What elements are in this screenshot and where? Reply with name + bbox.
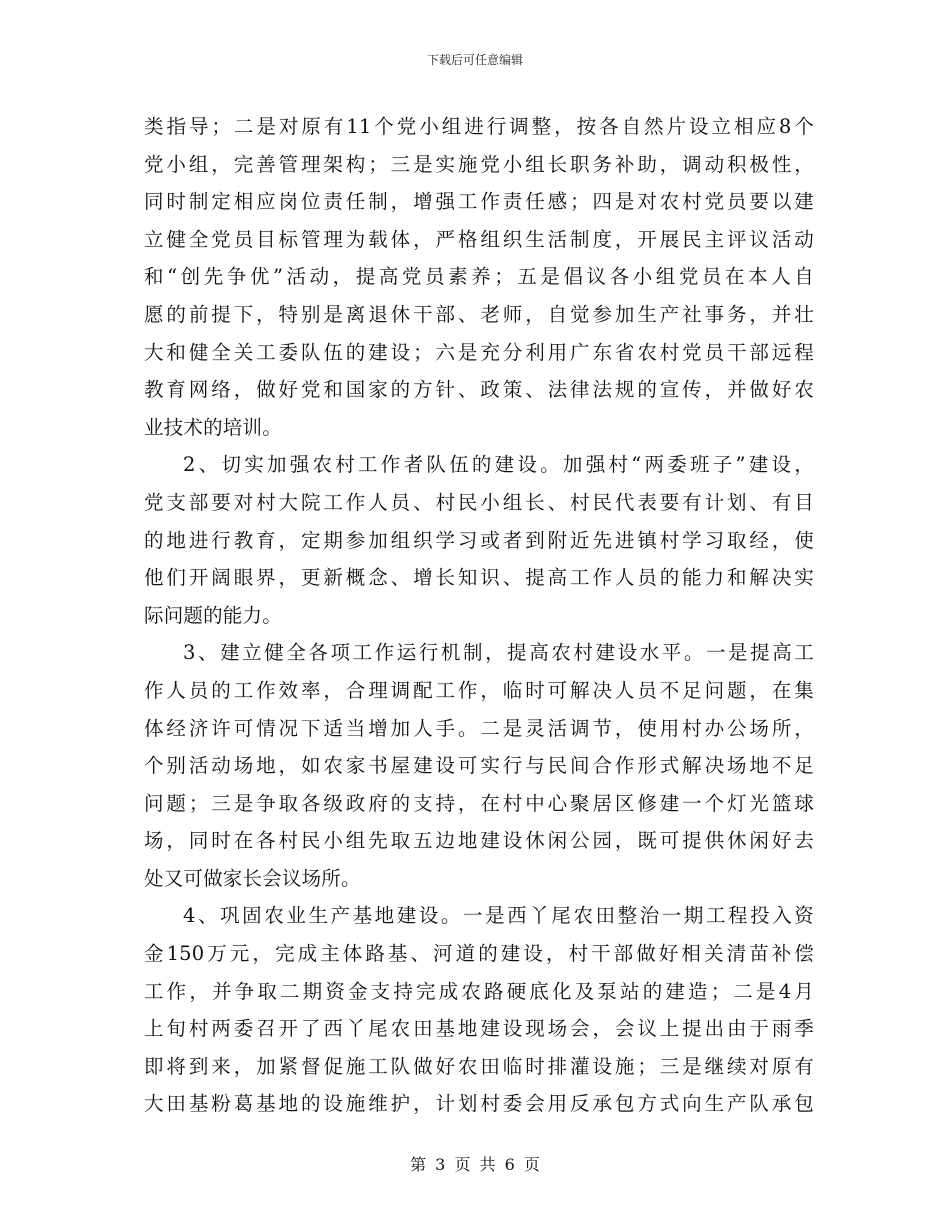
text-line: 作人员的工作效率，合理调配工作，临时可解决人员不足问题，在集 [144, 678, 814, 702]
text-line: 和“创先争优”活动，提高党员素养；五是倡议各小组党员在本人自 [144, 265, 814, 289]
text-line: 大田基粉葛基地的设施维护，计划村委会用反承包方式向生产队承包 [144, 1092, 814, 1116]
text-line: 类指导；二是对原有11个党小组进行调整，按各自然片设立相应8个 [144, 115, 814, 138]
text-line: 即将到来，加紧督促施工队做好农田临时排灌设施；三是继续对原有 [144, 1054, 814, 1078]
text-line: 业技术的培训。 [144, 415, 282, 439]
text-line: 愿的前提下，特别是离退休干部、老师，自觉参加生产社事务，并壮 [144, 302, 814, 326]
text-line: 2、切实加强农村工作者队伍的建设。加强村“两委班子”建设， [183, 453, 814, 477]
text-line: 党小组，完善管理架构；三是实施党小组长职务补助，调动积极性， [144, 152, 814, 176]
text-line: 工作，并争取二期资金支持完成农路硬底化及泵站的建造；二是4月 [144, 979, 814, 1003]
text-line: 个别活动场地，如农家书屋建设可实行与民间合作形式解决场地不足 [144, 754, 814, 778]
text-line: 他们开阔眼界，更新概念、增长知识、提高工作人员的能力和解决实 [144, 566, 814, 590]
text-line: 际问题的能力。 [144, 603, 282, 627]
text-line: 问题；三是争取各级政府的支持，在村中心聚居区修建一个灯光篮球 [144, 791, 814, 815]
text-line: 教育网络，做好党和国家的方针、政策、法律法规的宣传，并做好农 [144, 378, 814, 402]
text-line: 大和健全关工委队伍的建设；六是充分利用广东省农村党员干部远程 [144, 340, 814, 364]
text-line: 4、巩固农业生产基地建设。一是西丫尾农田整治一期工程投入资 [183, 904, 814, 928]
document-body [144, 108, 814, 1123]
page-header: 下载后可任意编辑 [426, 53, 523, 67]
text-line: 同时制定相应岗位责任制，增强工作责任感；四是对农村党员要以建 [144, 190, 814, 214]
text-line: 金150万元，完成主体路基、河道的建设，村干部做好相关清苗补偿 [144, 942, 814, 966]
text-line: 党支部要对村大院工作人员、村民小组长、村民代表要有计划、有目 [144, 490, 814, 514]
text-line: 场，同时在各村民小组先取五边地建设休闲公园，既可提供休闲好去 [144, 829, 814, 853]
text-line: 的地进行教育，定期参加组织学习或者到附近先进镇村学习取经，使 [144, 528, 814, 552]
text-line: 上旬村两委召开了西丫尾农田基地建设现场会，会议上提出由于雨季 [144, 1017, 814, 1041]
text-line: 3、建立健全各项工作运行机制，提高农村建设水平。一是提高工 [183, 641, 814, 665]
text-line: 处又可做家长会议场所。 [144, 866, 361, 890]
text-line: 立健全党员目标管理为载体，严格组织生活制度，开展民主评议活动 [144, 227, 814, 251]
text-line: 体经济许可情况下适当增加人手。二是灵活调节，使用村办公场所， [144, 716, 814, 740]
page-number: 第 3 页 共 6 页 [410, 1155, 540, 1174]
